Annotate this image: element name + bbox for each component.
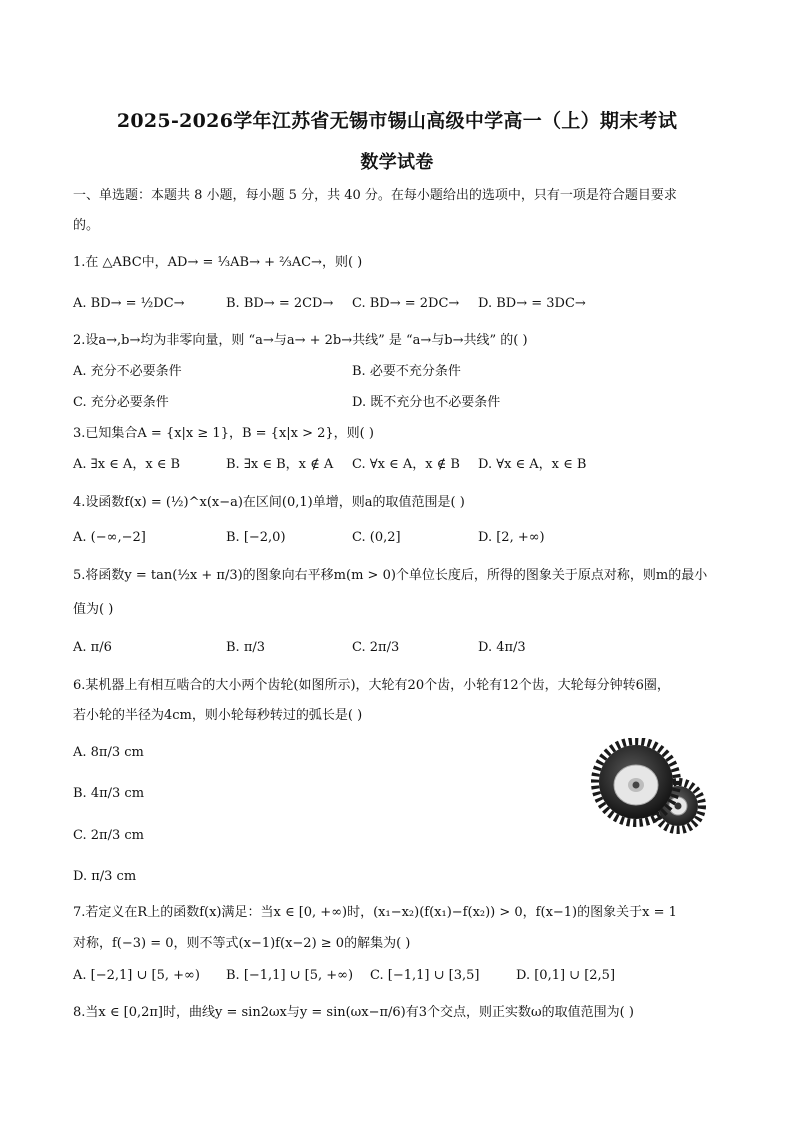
question-8-stem: 8.当x ∈ [0,2π]时，曲线y = sin2ωx与y = sin(ωx−π/6)有3个交点，则正实数ω的取值范围为( ) xyxy=(73,1005,634,1020)
question-4-option-a: A. (−∞,−2] xyxy=(73,530,146,545)
question-1-option-c: C. BD→ = 2DC→ xyxy=(352,296,460,311)
question-6-stem-line-1: 6.某机器上有相互啮合的大小两个齿轮(如图所示)，大轮有20个齿，小轮有12个齿，大轮每分钟转6圈， xyxy=(73,678,670,693)
question-2-option-a: A. 充分不必要条件 xyxy=(73,364,182,379)
question-6-option-d: D. π/3 cm xyxy=(73,869,137,884)
question-7-option-d: D. [0,1] ∪ [2,5] xyxy=(516,968,616,983)
exam-title: 2025-2026学年江苏省无锡市锡山高级中学高一（上）期末考试 xyxy=(116,110,678,132)
question-5-stem-line-1: 5.将函数y = tan(½x + π/3)的图象向右平移m(m > 0)个单位长度后，所得的图象关于原点对称，则m的最小 xyxy=(73,568,708,583)
question-5-stem-line-2: 值为( ) xyxy=(73,602,114,617)
question-6-stem-line-2: 若小轮的半径为4cm，则小轮每秒转过的弧长是( ) xyxy=(73,708,363,723)
question-1-option-b: B. BD→ = 2CD→ xyxy=(226,296,334,311)
question-3-option-a: A. ∃x ∈ A，x ∈ B xyxy=(73,457,181,472)
question-7-option-a: A. [−2,1] ∪ [5, +∞) xyxy=(73,968,200,983)
question-3-option-b: B. ∃x ∈ B，x ∉ A xyxy=(226,457,334,472)
question-4-stem: 4.设函数f(x) = (½)^x(x−a)在区间(0,1)单增，则a的取值范围是( ) xyxy=(73,495,465,510)
question-2-option-b: B. 必要不充分条件 xyxy=(352,364,461,379)
question-3-option-d: D. ∀x ∈ A，x ∈ B xyxy=(478,457,587,472)
question-7-stem-line-2: 对称，f(−3) = 0，则不等式(x−1)f(x−2) ≥ 0的解集为( ) xyxy=(73,936,411,951)
question-2-option-c: C. 充分必要条件 xyxy=(73,395,169,410)
question-7-stem-line-1: 7.若定义在R上的函数f(x)满足：当x ∈ [0, +∞)时，(x₁−x₂)(f(x₁)−f(x₂)) > 0，f(x−1)的图象关于x = 1 xyxy=(73,905,677,920)
question-6-option-b: B. 4π/3 cm xyxy=(73,786,145,801)
question-5-option-d: D. 4π/3 xyxy=(478,640,526,655)
exam-subtitle: 数学试卷 xyxy=(360,152,434,173)
gears-image xyxy=(590,738,720,838)
question-4-option-d: D. [2, +∞) xyxy=(478,530,545,545)
question-7-option-b: B. [−1,1] ∪ [5, +∞) xyxy=(226,968,354,983)
question-6-option-a: A. 8π/3 cm xyxy=(73,745,144,760)
question-7-option-c: C. [−1,1] ∪ [3,5] xyxy=(370,968,480,983)
question-3-stem: 3.已知集合A = {x|x ≥ 1}，B = {x|x > 2}，则( ) xyxy=(73,426,374,441)
question-2-stem: 2.设a→,b→均为非零向量，则 “a→与a→ + 2b→共线” 是 “a→与b→共线” 的( ) xyxy=(73,333,528,348)
question-4-option-b: B. [−2,0) xyxy=(226,530,286,545)
question-1-stem: 1.在 △ABC中，AD→ = ⅓AB→ + ⅔AC→，则( ) xyxy=(73,255,363,270)
section-instructions-line-2: 的。 xyxy=(73,218,100,233)
section-instructions-line-1: 一、单选题：本题共 8 小题，每小题 5 分，共 40 分。在每小题给出的选项中，只有一项是符合题目要求 xyxy=(73,188,677,203)
question-1-option-a: A. BD→ = ½DC→ xyxy=(73,296,185,311)
question-5-option-b: B. π/3 xyxy=(226,640,266,655)
question-4-option-c: C. (0,2] xyxy=(352,530,401,545)
question-3-option-c: C. ∀x ∈ A，x ∉ B xyxy=(352,457,460,472)
question-5-option-a: A. π/6 xyxy=(73,640,112,655)
question-6-option-c: C. 2π/3 cm xyxy=(73,828,144,843)
question-5-option-c: C. 2π/3 xyxy=(352,640,400,655)
question-1-option-d: D. BD→ = 3DC→ xyxy=(478,296,586,311)
gears-icon xyxy=(590,738,720,838)
question-2-option-d: D. 既不充分也不必要条件 xyxy=(352,395,501,410)
